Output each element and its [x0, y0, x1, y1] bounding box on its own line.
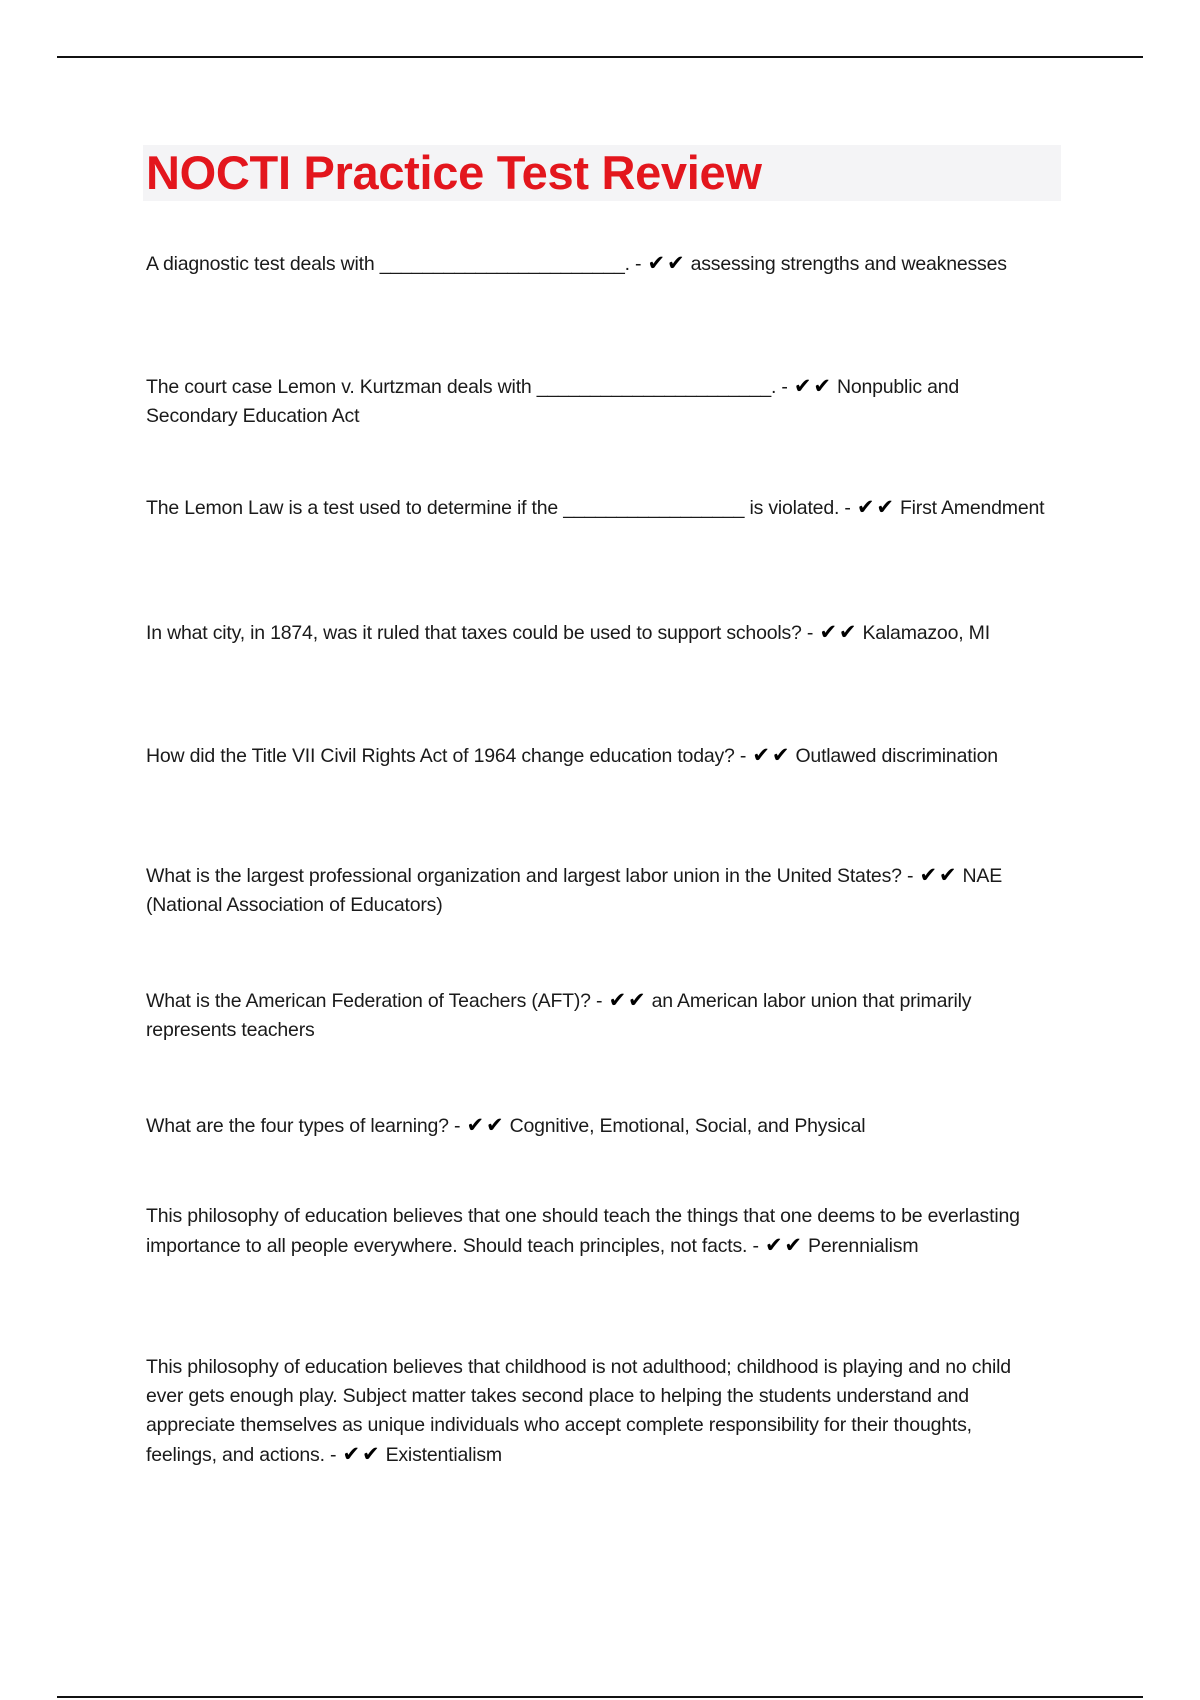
- qa-item-10: [146, 1353, 1046, 1470]
- question-text: How did the Title VII Civil Rights Act of 1964 change education today? -: [146, 745, 747, 767]
- check-icon: ✔: [647, 251, 665, 275]
- question-text: In what city, in 1874, was it ruled that taxes could be used to support schools? -: [146, 622, 814, 644]
- question-text: A diagnostic test deals with _______________________. -: [146, 253, 642, 275]
- question-text: This philosophy of education believes that one should teach the things that one deems to be everlasting importance to all people everywhere. Should teach principles, not facts. -: [146, 1205, 1020, 1257]
- check-icon: ✔: [627, 988, 646, 1012]
- answer-text: Perennialism: [808, 1235, 919, 1257]
- check-icon: ✔: [666, 251, 685, 275]
- top-rule: [57, 56, 1143, 58]
- qa-item-1: [146, 249, 1046, 279]
- check-icon: ✔: [938, 863, 957, 887]
- check-icon: ✔: [752, 743, 770, 767]
- check-icon: ✔: [819, 620, 837, 644]
- qa-item-4: [146, 618, 1046, 648]
- qa-item-2: [146, 372, 1046, 431]
- qa-item-3: [146, 493, 1046, 523]
- check-icon: ✔: [876, 495, 894, 519]
- question-text: What is the American Federation of Teachers (AFT)? -: [146, 990, 603, 1012]
- bottom-rule: [57, 1696, 1143, 1698]
- answer-text: Kalamazoo, MI: [862, 622, 990, 644]
- answer-text: Nonpublic and Secondary Education Act: [146, 376, 960, 427]
- qa-item-7: [146, 986, 1046, 1045]
- check-icon: ✔: [765, 1233, 783, 1257]
- check-icon: ✔: [485, 1113, 504, 1137]
- check-icon: ✔: [856, 495, 875, 519]
- qa-item-6: [146, 861, 1046, 920]
- answer-text: Outlawed discrimination: [795, 745, 998, 767]
- answer-text: Cognitive, Emotional, Social, and Physical: [509, 1115, 866, 1137]
- check-icon: ✔: [466, 1113, 484, 1137]
- answer-text: assessing strengths and weaknesses: [690, 253, 1007, 275]
- question-text: The Lemon Law is a test used to determine if the _________________ is violated. -: [146, 497, 851, 519]
- qa-item-5: [146, 741, 1046, 771]
- question-text: What is the largest professional organization and largest labor union in the United States? -: [146, 865, 914, 887]
- check-icon: ✔: [838, 620, 857, 644]
- check-icon: ✔: [784, 1233, 802, 1257]
- check-icon: ✔: [771, 743, 790, 767]
- check-icon: ✔: [608, 988, 626, 1012]
- check-icon: ✔: [342, 1442, 360, 1466]
- question-text: This philosophy of education believes that childhood is not adulthood; childhood is playing and no child ever gets enough play. Subject matter takes second place to helping the students understand and appreciate themselves as unique individuals who accept complete responsibility for their thoughts, feelings, and actions. -: [146, 1356, 1011, 1466]
- qa-item-9: [146, 1202, 1046, 1261]
- answer-text: First Amendment: [899, 497, 1045, 519]
- check-icon: ✔: [361, 1442, 380, 1466]
- question-text: What are the four types of learning? -: [146, 1115, 461, 1137]
- answer-text: Existentialism: [385, 1444, 502, 1466]
- check-icon: ✔: [813, 374, 831, 398]
- check-icon: ✔: [793, 374, 812, 398]
- question-text: The court case Lemon v. Kurtzman deals with ______________________. -: [146, 376, 788, 398]
- document-title: NOCTI Practice Test Review: [146, 146, 762, 199]
- answer-text: NAE (National Association of Educators): [146, 865, 1003, 916]
- answer-text: an American labor union that primarily represents teachers: [146, 990, 972, 1041]
- check-icon: ✔: [919, 863, 937, 887]
- qa-item-8: [146, 1111, 1046, 1141]
